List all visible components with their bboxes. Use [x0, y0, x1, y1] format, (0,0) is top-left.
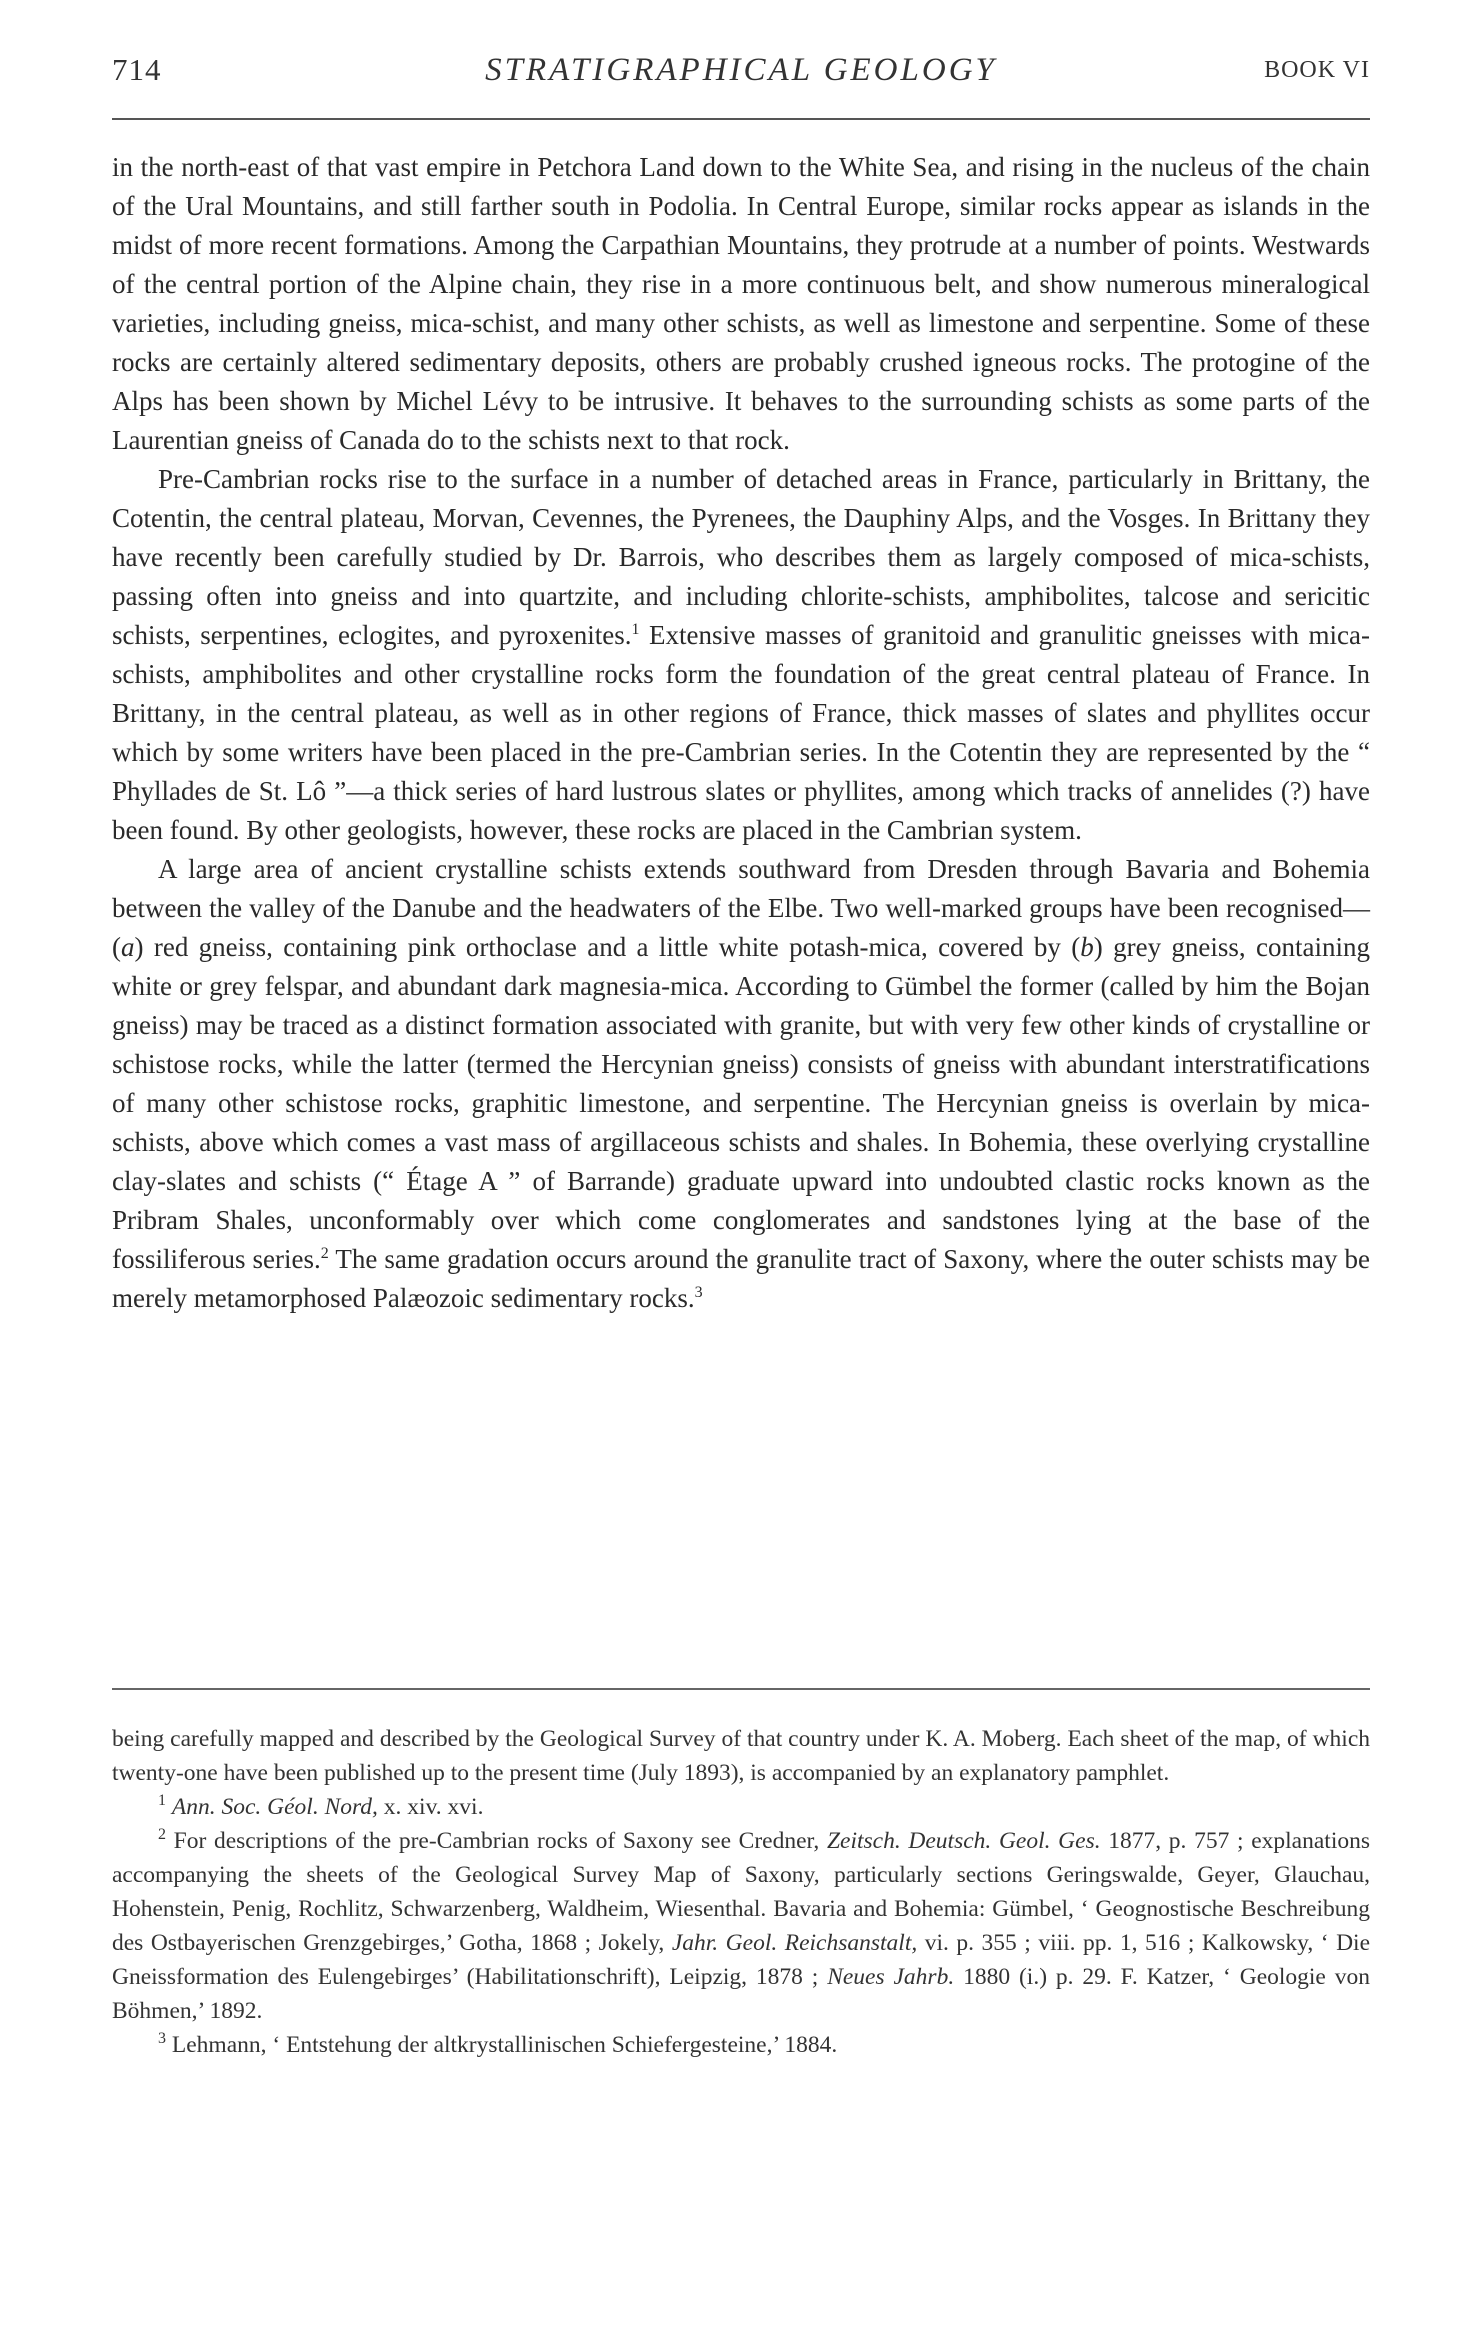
footnote-1-rest: x. xiv. xvi.	[377, 1794, 484, 1820]
footnote-2-part-d: 1880 (i.) p. 29. F. Katzer, ‘ Geologie von Böhmen,’ 1892.	[112, 1964, 1370, 2024]
footnote-ref-1: 1	[631, 621, 640, 638]
paragraph-3-part-b: ) red gneiss, containing pink orthoclase and a little white potash-mica, covered by (	[134, 932, 1081, 962]
footnote-2-journal-2: Jahr. Geol. Reichsanstalt,	[671, 1930, 918, 1956]
paragraph-3-part-d: The same gradation occurs around the granulite tract of Saxony, where the outer schists may be merely metamorphosed Palæozoic sedimentary rocks.	[112, 1244, 1370, 1313]
footnote-1-mark: 1	[158, 1792, 166, 1810]
paragraph-3	[112, 850, 1370, 1318]
footnote-1-title: Ann. Soc. Géol. Nord,	[171, 1794, 378, 1820]
book-label: BOOK VI	[1264, 57, 1370, 83]
running-head: STRATIGRAPHICAL GEOLOGY	[485, 52, 997, 88]
header-rule	[112, 118, 1370, 120]
paragraph-3-part-c: ) grey gneiss, containing white or grey felspar, and abundant dark magnesia-mica. According to Gümbel the former (called by him the Bojan gneiss) may be traced as a distinct formation associated with granite, but with very few other kinds of crystalline or schistose rocks, while the latter (termed the Hercynian gneiss) consists of gneiss with abundant interstratifications of many other schistose rocks, graphitic limestone, and serpentine. The Hercynian gneiss is overlain by mica-schists, above which comes a vast mass of argillaceous schists and shales. In Bohemia, these overlying crystalline clay-slates and schists (“ Étage A ” of Barrande) graduate upward into undoubted clastic rocks known as the Pribram Shales, unconformably over which come conglomerates and sandstones lying at the base of the fossiliferous series.	[112, 932, 1370, 1274]
paragraph-1: in the north-east of that vast empire in Petchora Land down to the White Sea, and rising in the nucleus of the chain of the Ural Mountains, and still farther south in Podolia. In Central Europe, similar rocks appear as islands in the midst of more recent formations. Among the Carpathian Mountains, they protrude at a number of points. Westwards of the central portion of the Alpine chain, they rise in a more continuous belt, and show numerous mineralogical varieties, including gneiss, mica-schist, and many other schists, as well as limestone and serpentine. Some of these rocks are certainly altered sedimentary deposits, others are probably crushed igneous rocks. The protogine of the Alps has been shown by Michel Lévy to be intrusive. It behaves to the surrounding schists as some parts of the Laurentian gneiss of Canada do to the schists next to that rock.	[112, 152, 1370, 455]
main-text	[112, 148, 1370, 1318]
footnote-2-part-b: 1877, p. 757 ; explanations accompanying the sheets of the Geological Survey Map of Saxony, particularly sections Geringswalde, Geyer, Glauchau, Hohenstein, Penig, Rochlitz, Schwarzenberg, Waldheim, Wiesenthal. Bavaria and Bohemia: Gümbel, ‘ Geognostische Beschreibung des Ostbayerischen Grenzgebirges,’ Gotha, 1868 ; Jokely,	[112, 1828, 1370, 1956]
footnote-ref-2: 2	[320, 1245, 329, 1262]
footnotes	[112, 1722, 1370, 2062]
footnote-2-part-c: vi. p. 355 ; viii. pp. 1, 516 ; Kalkowsky, ‘ Die Gneissformation des Eulengebirges’ (Habilitationschrift), Leipzig, 1878 ;	[112, 1930, 1371, 1990]
paragraph-2	[112, 460, 1370, 850]
footnote-3-text: Lehmann, ‘ Entstehung der altkrystallinischen Schiefergesteine,’ 1884.	[166, 2032, 838, 2058]
footnote-1	[112, 1790, 1370, 1824]
footnote-rule	[112, 1688, 1370, 1690]
paragraph-2-part-a: Pre-Cambrian rocks rise to the surface in a number of detached areas in France, particularly in Brittany, the Cotentin, the central plateau, Morvan, Cevennes, the Pyrenees, the Dauphiny Alps, and the Vosges. In Brittany they have recently been carefully studied by Dr. Barrois, who describes them as largely composed of mica-schists, passing often into gneiss and into quartzite, and including chlorite-schists, amphibolites, talcose and sericitic schists, serpentines, eclogites, and pyroxenites.	[112, 464, 1370, 650]
page-number: 714	[112, 52, 162, 87]
footnote-3	[112, 2028, 1370, 2062]
footnote-2-journal-1: Zeitsch. Deutsch. Geol. Ges.	[826, 1828, 1101, 1854]
footnote-2	[112, 1824, 1370, 2028]
paragraph-3-part-a: A large area of ancient crystalline schists extends southward from Dresden through Bavaria and Bohemia between the valley of the Danube and the headwaters of the Elbe. Two well-marked groups have been recognised—(	[112, 854, 1370, 962]
footnote-2-part-a: For descriptions of the pre-Cambrian rocks of Saxony see Credner,	[166, 1828, 827, 1854]
paragraph-2-part-b: Extensive masses of granitoid and granulitic gneisses with mica-schists, amphibolites and other crystalline rocks form the foundation of the great central plateau of France. In Brittany, in the central plateau, as well as in other regions of France, thick masses of slates and phyllites occur which by some writers have been placed in the pre-Cambrian series. In the Cotentin they are represented by the “ Phyllades de St. Lô ”—a thick series of hard lustrous slates or phyllites, among which tracks of annelides (?) have been found. By other geologists, however, these rocks are placed in the Cambrian system.	[112, 620, 1370, 845]
footnote-3-mark: 3	[158, 2030, 166, 2048]
item-b: b	[1080, 932, 1094, 962]
footnote-2-mark: 2	[158, 1826, 166, 1844]
page-header	[112, 52, 1370, 102]
item-a: a	[121, 932, 135, 962]
footnote-continued: being carefully mapped and described by the Geological Survey of that country under K. A. Moberg. Each sheet of the map, of which twenty-one have been published up to the present time (July 1893), is accompanied by an explanatory pamphlet.	[112, 1726, 1370, 1786]
footnote-2-journal-3: Neues Jahrb.	[827, 1964, 955, 1990]
footnote-ref-3: 3	[694, 1284, 703, 1301]
